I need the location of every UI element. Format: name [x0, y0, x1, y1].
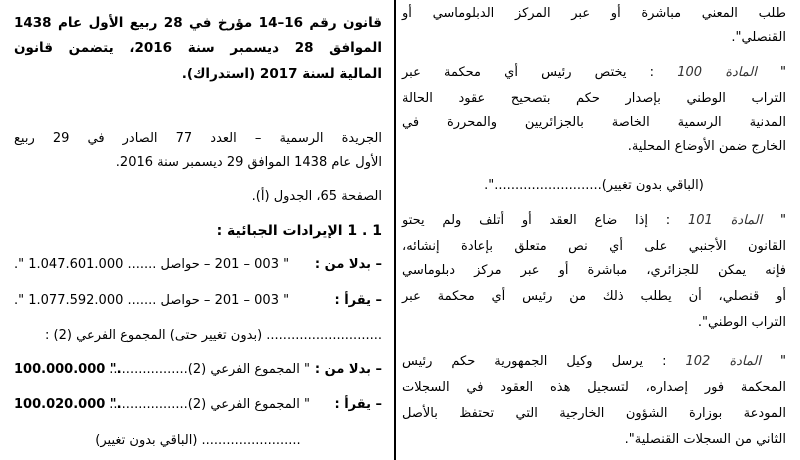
row-text: " المجموع الفرعي (2)...................	[109, 362, 310, 377]
row-amount: 100.020.000 ".	[14, 397, 122, 412]
gazette-reference: الجريدة الرسمية – العدد 77 الصادر في 29 ربيع	[14, 131, 382, 146]
text-line: الخارج ضمن الأوضاع المحلية.	[627, 139, 786, 154]
quote-mark: "	[780, 213, 786, 228]
row-text: " 003 – 201 – حواصل ....... 1.047.601.000 ".	[14, 257, 290, 272]
text-line: الثاني من السجلات القنصلية".	[624, 432, 786, 447]
left-column	[14, 0, 382, 460]
section-title: 1 . 1 الإيرادات الجبائية :	[216, 223, 382, 239]
article-100-line	[402, 65, 786, 81]
law-title-line: قانون رقم 16–14 مؤرخ في 28 ربيع الأول عام 1438	[14, 15, 383, 31]
row-label: – بدلا من :	[314, 257, 382, 272]
article-101-line	[402, 213, 786, 229]
row-label: – يقرأ :	[334, 397, 382, 412]
article-100-text: : يختص رئيس أي محكمة عبر	[402, 65, 655, 80]
text-line: طلب المعني مباشرة أو عبر المركز الدبلوماسي أو	[402, 6, 786, 21]
row-label: – يقرأ :	[334, 293, 382, 308]
row-text: " المجموع الفرعي (2)...................	[109, 397, 310, 412]
article-102-label: المادة 102	[685, 354, 761, 369]
row-text: " 003 – 201 – حواصل ....... 1.077.592.000 ".	[14, 293, 290, 308]
text-line: القانون الأجنبي على أي نص متعلق بإعادة إنشائه،	[402, 239, 786, 254]
unchanged-note: (الباقي بدون تغيير)..........................".	[484, 178, 704, 193]
quote-mark: "	[780, 65, 786, 80]
text-line: فإنه يمكن للجزائري، مباشرة أو عبر مركز دبلوماسي	[402, 263, 786, 278]
row-amount: 100.000.000 ".	[14, 362, 122, 377]
article-101-label: المادة 101	[687, 213, 763, 228]
article-102-line	[402, 354, 786, 370]
right-column	[402, 0, 786, 460]
row-label: – بدلا من :	[314, 362, 382, 377]
article-102-text: : يرسل وكيل الجمهورية حكم رئيس	[402, 354, 667, 369]
gazette-reference: الأول عام 1438 الموافق 29 ديسمبر سنة 2016.	[115, 155, 382, 170]
text-line: المودعة بوزارة الشؤون الخارجية التي تحتفظ بالأصل	[402, 406, 786, 421]
unchanged-subtotal-note: ............................ (بدون تغيير حتى) المجموع الفرعي (2) :	[45, 328, 382, 343]
article-100-label: المادة 100	[677, 65, 757, 80]
quote-mark: "	[780, 354, 786, 369]
page-reference: الصفحة 65، الجدول (أ).	[251, 189, 382, 204]
unchanged-note: ........................ (الباقي بدون تغيير)	[95, 433, 301, 448]
text-line: أو قنصلي، أن يطلب ذلك من رئيس أي محكمة عبر	[402, 289, 786, 304]
column-divider	[394, 0, 396, 460]
law-title-line: الموافق 28 ديسمبر سنة 2016، يتضمن قانون	[14, 40, 382, 56]
law-title-line: المالية لسنة 2017 (استدراك).	[181, 66, 382, 82]
article-101-text: : إذا ضاع العقد أو أتلف ولم يحتو	[402, 213, 671, 228]
text-line: القنصلي".	[731, 30, 786, 45]
text-line: المحكمة فور إصداره، لتسجيل هذه العقود في السجلات	[402, 380, 786, 395]
text-line: التراب الوطني".	[697, 315, 786, 330]
text-line: المدنية الرسمية الخاصة بالجزائريين والمحررة في	[402, 115, 786, 130]
text-line: التراب الوطني بإصدار حكم بتصحيح عقود الحالة	[402, 91, 786, 106]
